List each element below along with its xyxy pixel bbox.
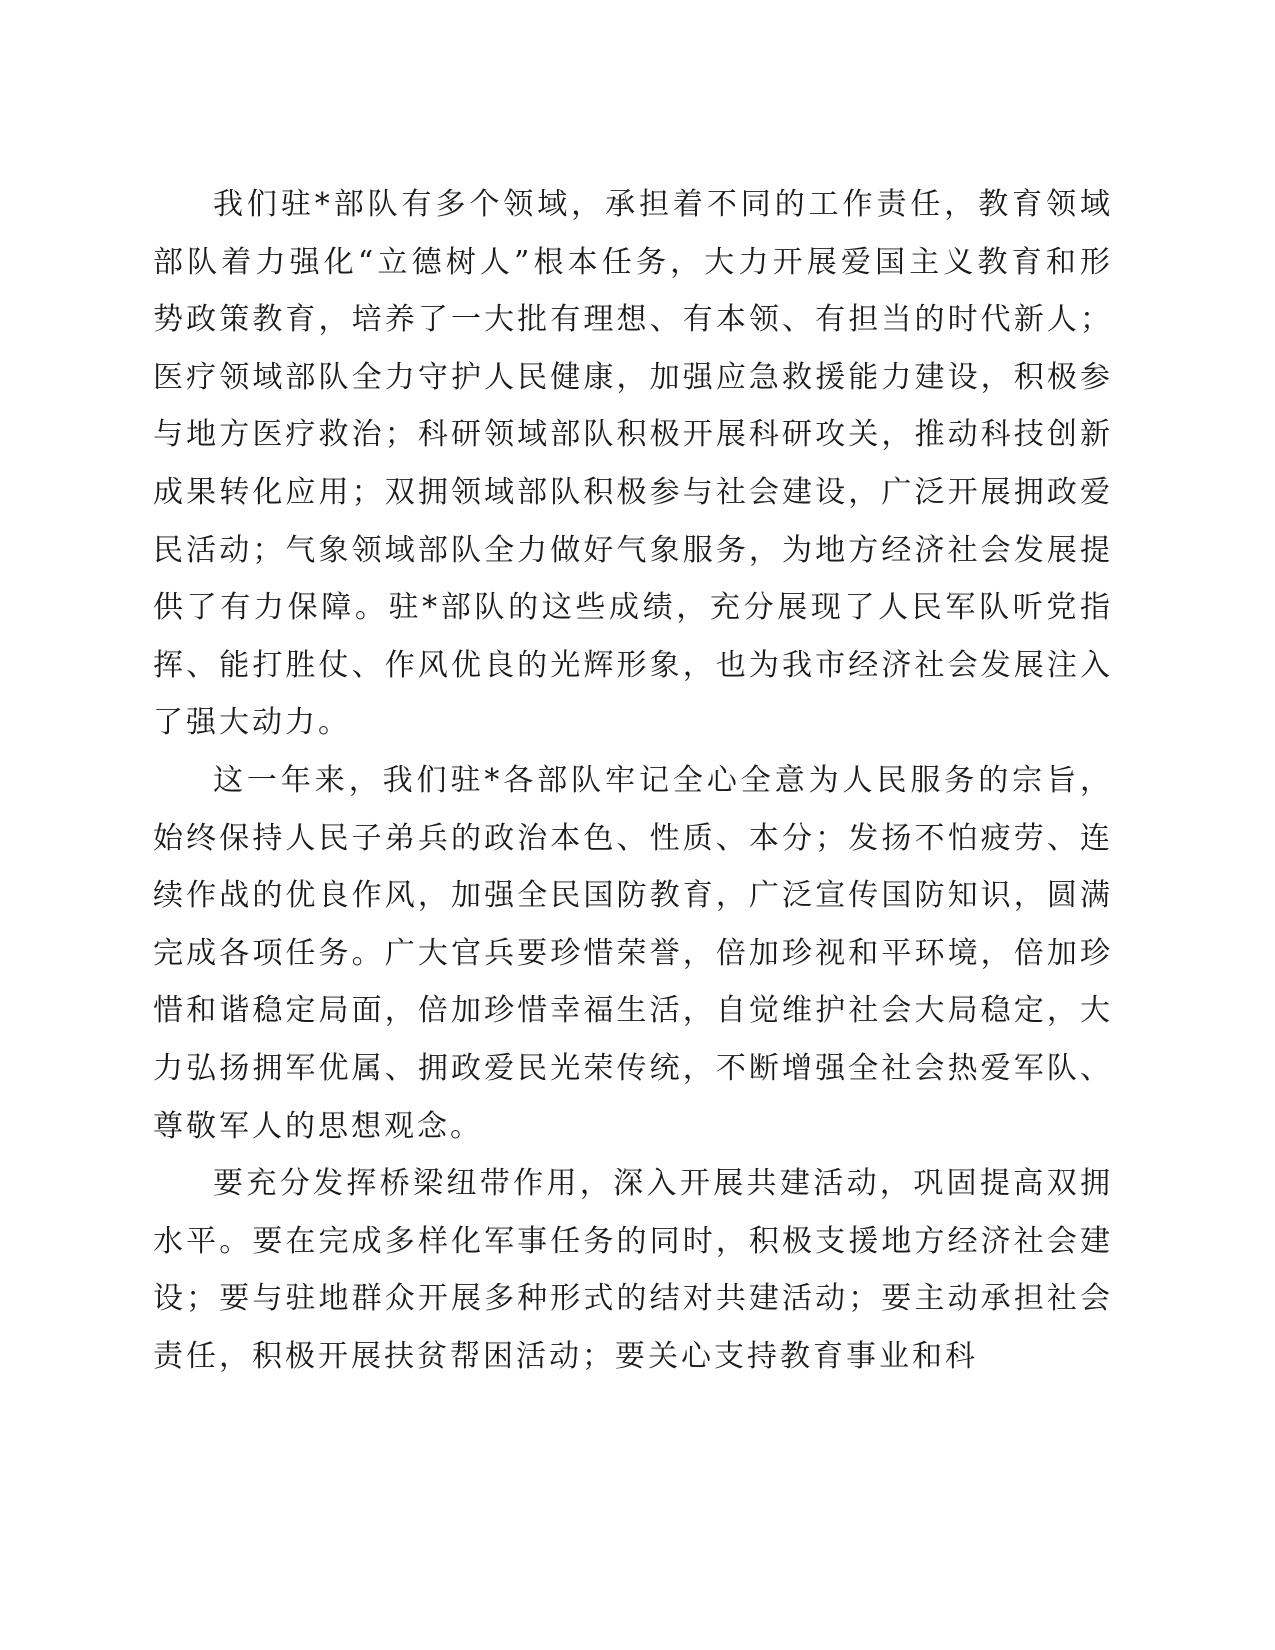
document-body xyxy=(153,176,1113,1385)
paragraph-2: 这一年来，我们驻*各部队牢记全心全意为人民服务的宗旨，始终保持人民子弟兵的政治本色、性质、本分；发扬不怕疲劳、连续作战的优良作风，加强全民国防教育，广泛宣传国防知识，圆满完成各项任务。广大官兵要珍惜荣誉，倍加珍视和平环境，倍加珍惜和谐稳定局面，倍加珍惜幸福生活，自觉维护社会大局稳定，大力弘扬拥军优属、拥政爱民光荣传统，不断增强全社会热爱军队、尊敬军人的思想观念。 xyxy=(153,762,1113,1144)
paragraph-1: 我们驻*部队有多个领域，承担着不同的工作责任，教育领域部队着力强化“立德树人”根本任务，大力开展爱国主义教育和形势政策教育，培养了一大批有理想、有本领、有担当的时代新人；医疗领域部队全力守护人民健康，加强应急救援能力建设，积极参与地方医疗救治；科研领域部队积极开展科研攻关，推动科技创新成果转化应用；双拥领域部队积极参与社会建设，广泛开展拥政爱民活动；气象领域部队全力做好气象服务，为地方经济社会发展提供了有力保障。驻*部队的这些成绩，充分展现了人民军队听党指挥、能打胜仗、作风优良的光辉形象，也为我市经济社会发展注入了强大动力。 xyxy=(153,187,1113,741)
paragraph-3: 要充分发挥桥梁纽带作用，深入开展共建活动，巩固提高双拥水平。要在完成多样化军事任务的同时，积极支援地方经济社会建设；要与驻地群众开展多种形式的结对共建活动；要主动承担社会责任，积极开展扶贫帮困活动；要关心支持教育事业和科 xyxy=(153,1166,1113,1374)
